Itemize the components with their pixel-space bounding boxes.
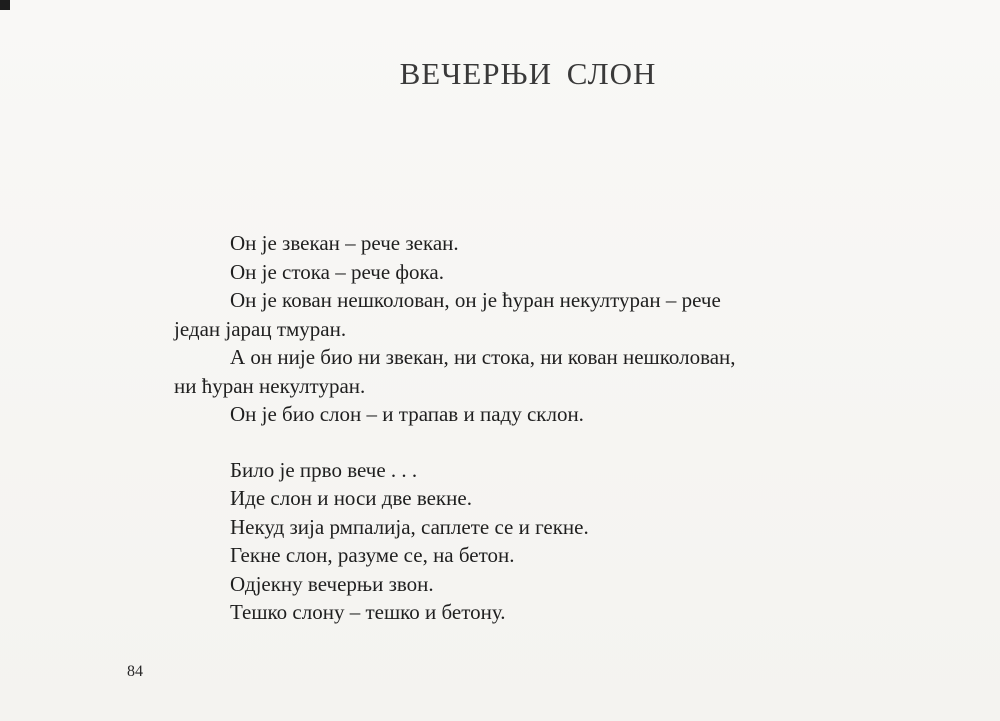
poem-title: ВЕЧЕРЊИ СЛОН: [399, 56, 657, 91]
poem-line: А он није био ни звекан, ни стока, ни кован нешколован,: [230, 345, 736, 369]
poem-line: Он је био слон – и трапав и паду склон.: [230, 402, 584, 426]
poem-line: Тешко слону – тешко и бетону.: [230, 600, 506, 624]
poem-line: Одјекну вечерњи звон.: [230, 571, 434, 596]
poem-line: Он је кован нешколован, он је ћуран некултуран – рече: [230, 288, 721, 312]
poem-line: Било је прво вече . . .: [230, 457, 418, 482]
poem-line: Он је звекан – рече зекан.: [230, 231, 459, 255]
page-number: 84: [127, 663, 143, 680]
poem-line: Он је стока – рече фока.: [230, 259, 444, 284]
poem-line: Гекне слон, разуме се, на бетон.: [230, 543, 515, 567]
poem-line: ни ћуран некултуран.: [174, 373, 366, 398]
scan-corner-mark: [0, 0, 10, 10]
stanza-break: [174, 429, 874, 456]
poem-body: [174, 229, 874, 627]
poem-line: Некуд зија рмпалија, саплете се и гекне.: [230, 514, 589, 539]
poem-line: један јарац тмуран.: [174, 316, 347, 341]
poem-line: Иде слон и носи две векне.: [230, 486, 472, 510]
